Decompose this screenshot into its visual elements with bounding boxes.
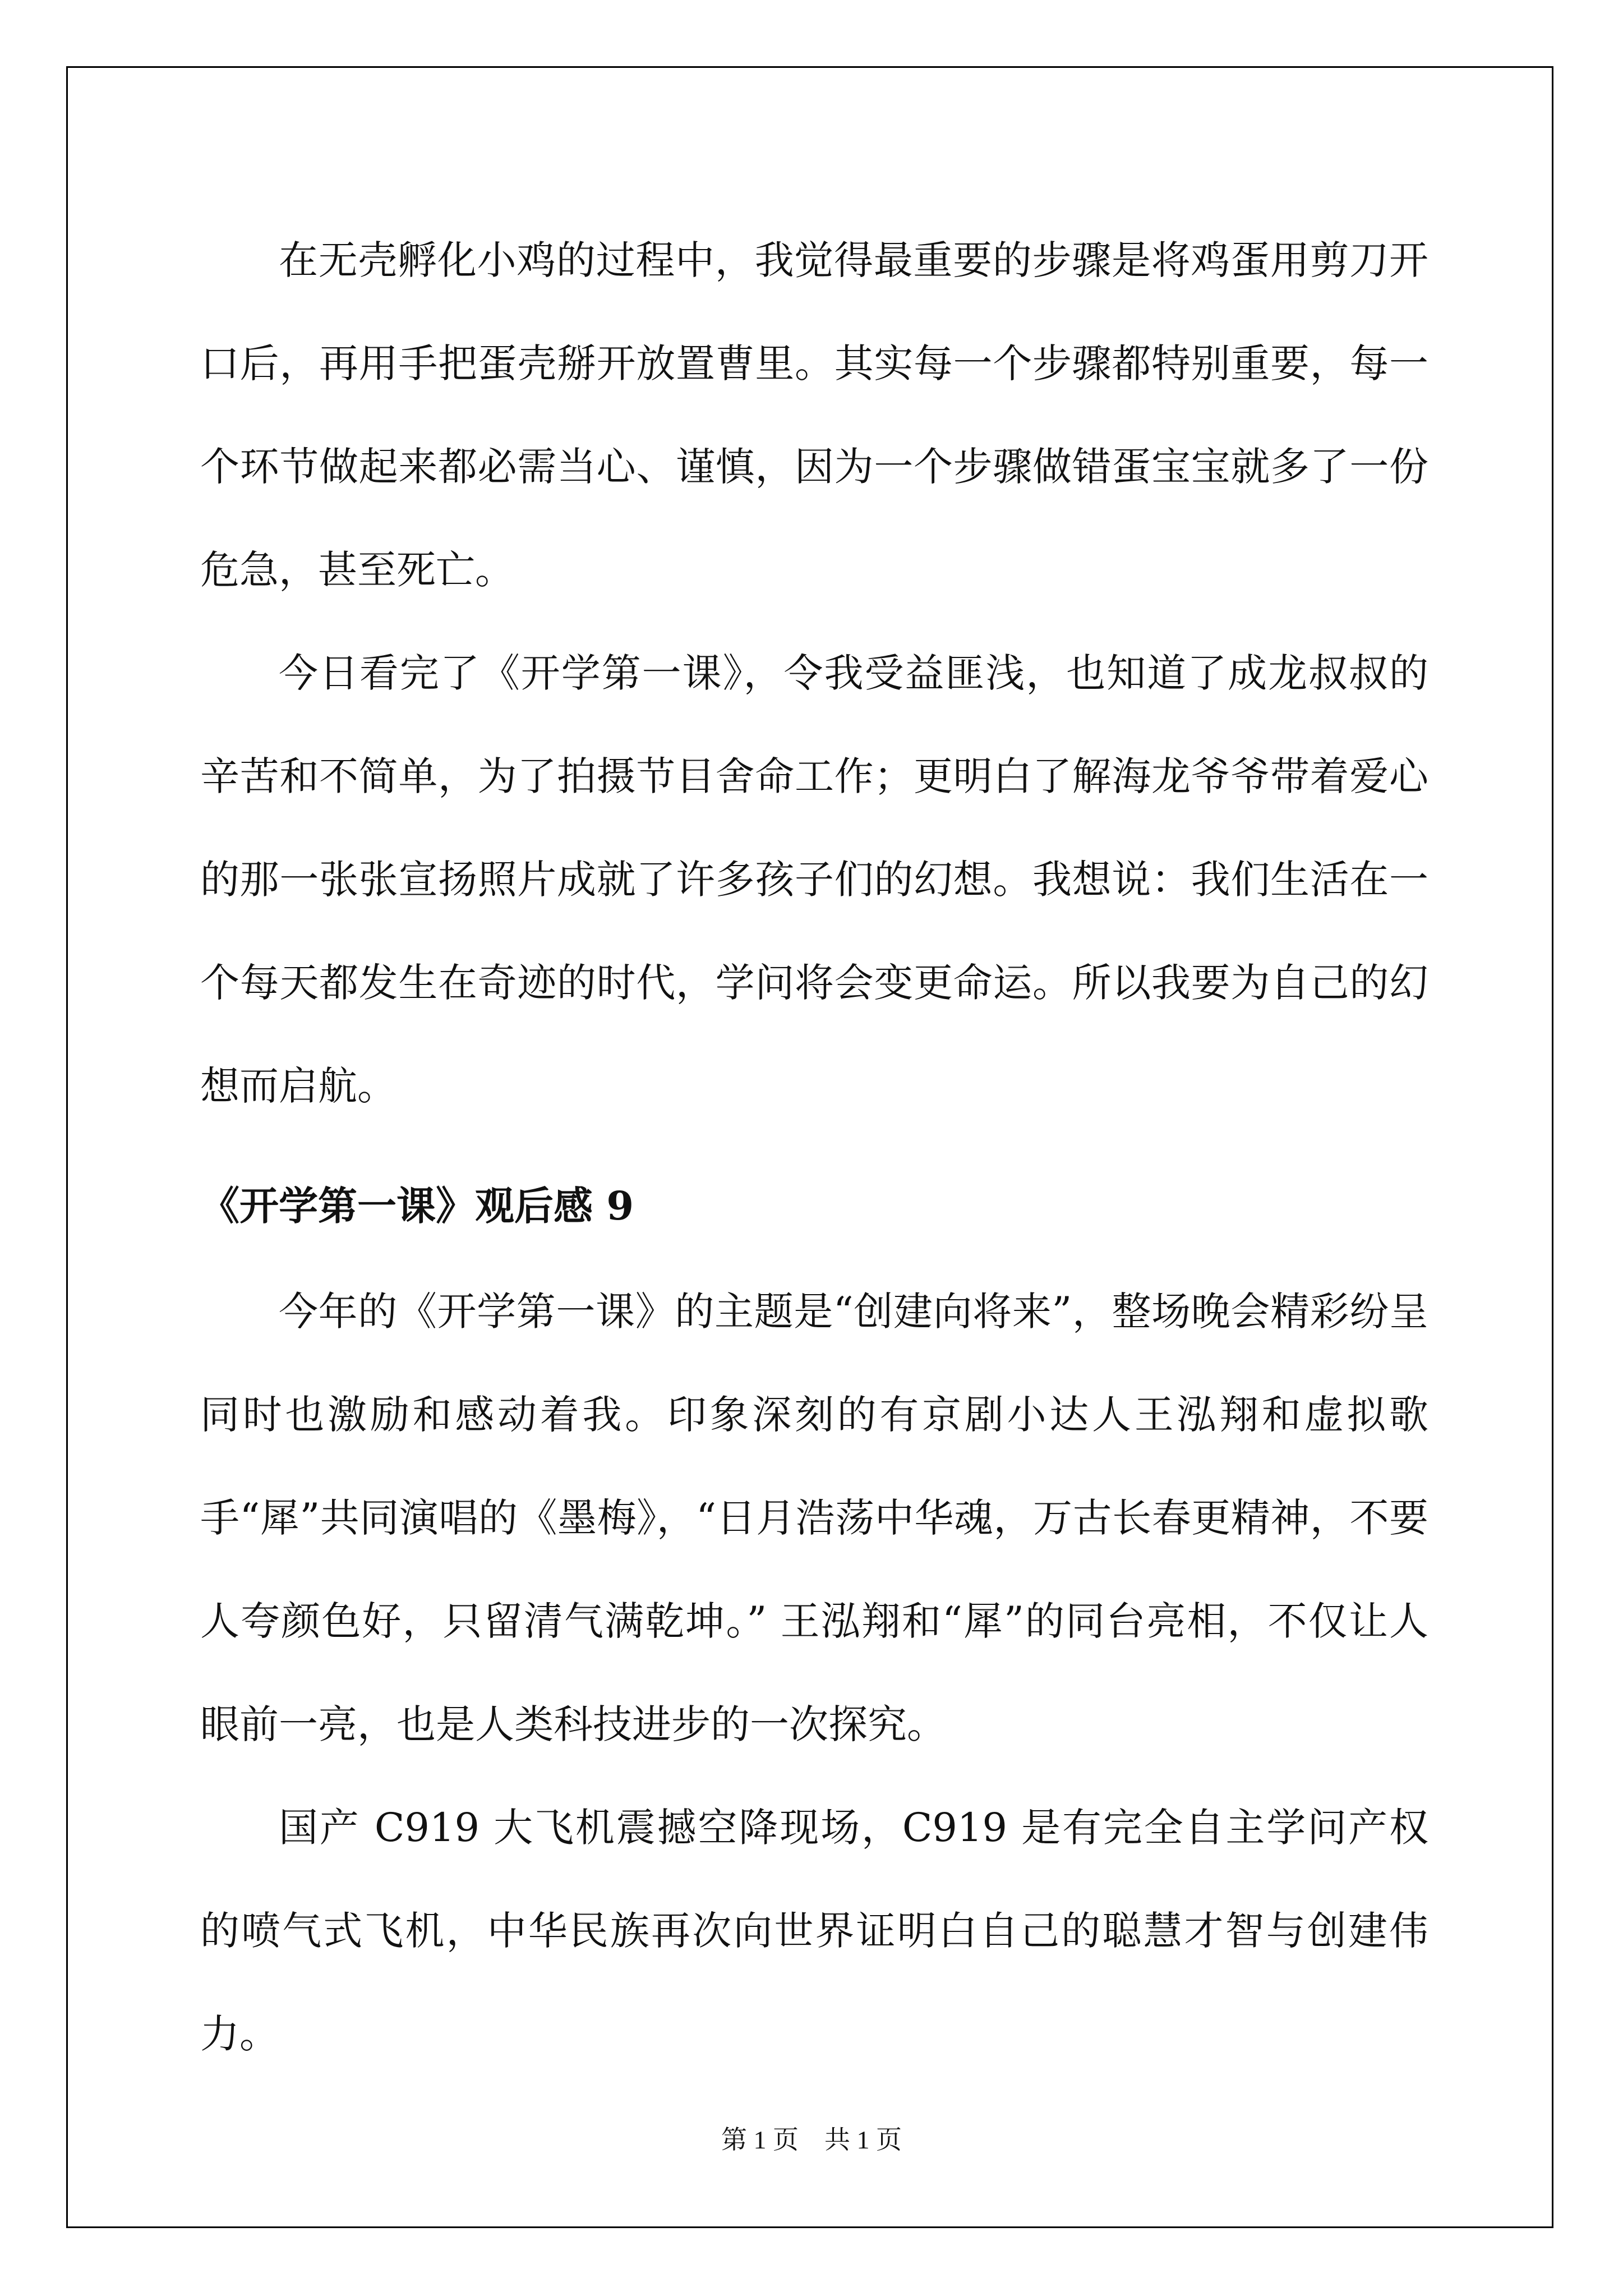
- page-footer: 第 1 页 共 1 页: [721, 2125, 902, 2154]
- paragraph-hatching: 在无壳孵化小鸡的过程中，我觉得最重要的步骤是将鸡蛋用剪刀开口后，再用手把蛋壳掰开放置曹里。其实每一个步骤都特别重要，每一个环节做起来都必需当心、谨慎，因为一个步骤做错蛋宝宝就多了一份危急，甚至死亡。: [200, 237, 1428, 593]
- paragraph-first-lesson: 今日看完了《开学第一课》，令我受益匪浅，也知道了成龙叔叔的辛苦和不简单，为了拍摄节目舍命工作；更明白了解海龙爷爷带着爱心的那一张张宣扬照片成就了许多孩子们的幻想。我想说：我们生活在一个每天都发生在奇迹的时代，学问将会变更命运。所以我要为自己的幻想而启航。: [200, 650, 1428, 1109]
- paragraph-theme: 今年的《开学第一课》的主题是“创建向将来”，整场晚会精彩纷呈同时也激励和感动着我。印象深刻的有京剧小达人王泓翔和虚拟歌手“犀”共同演唱的《墨梅》，“日月浩荡中华魂，万古长春更精神，不要人夸颜色好，只留清气满乾坤。” 王泓翔和“犀”的同台亮相，不仅让人眼前一亮，也是人类科技进步的一次探究。: [200, 1289, 1428, 1747]
- body-text-top: [200, 209, 1428, 1138]
- section-heading: 《开学第一课》观后感 9: [200, 1182, 634, 1229]
- body-text-bottom: [200, 1260, 1428, 2086]
- paragraph-c919: 国产 C919 大飞机震撼空降现场，C919 是有完全自主学问产权的喷气式飞机，中华民族再次向世界证明白自己的聪慧才智与创建伟力。: [200, 1805, 1428, 2057]
